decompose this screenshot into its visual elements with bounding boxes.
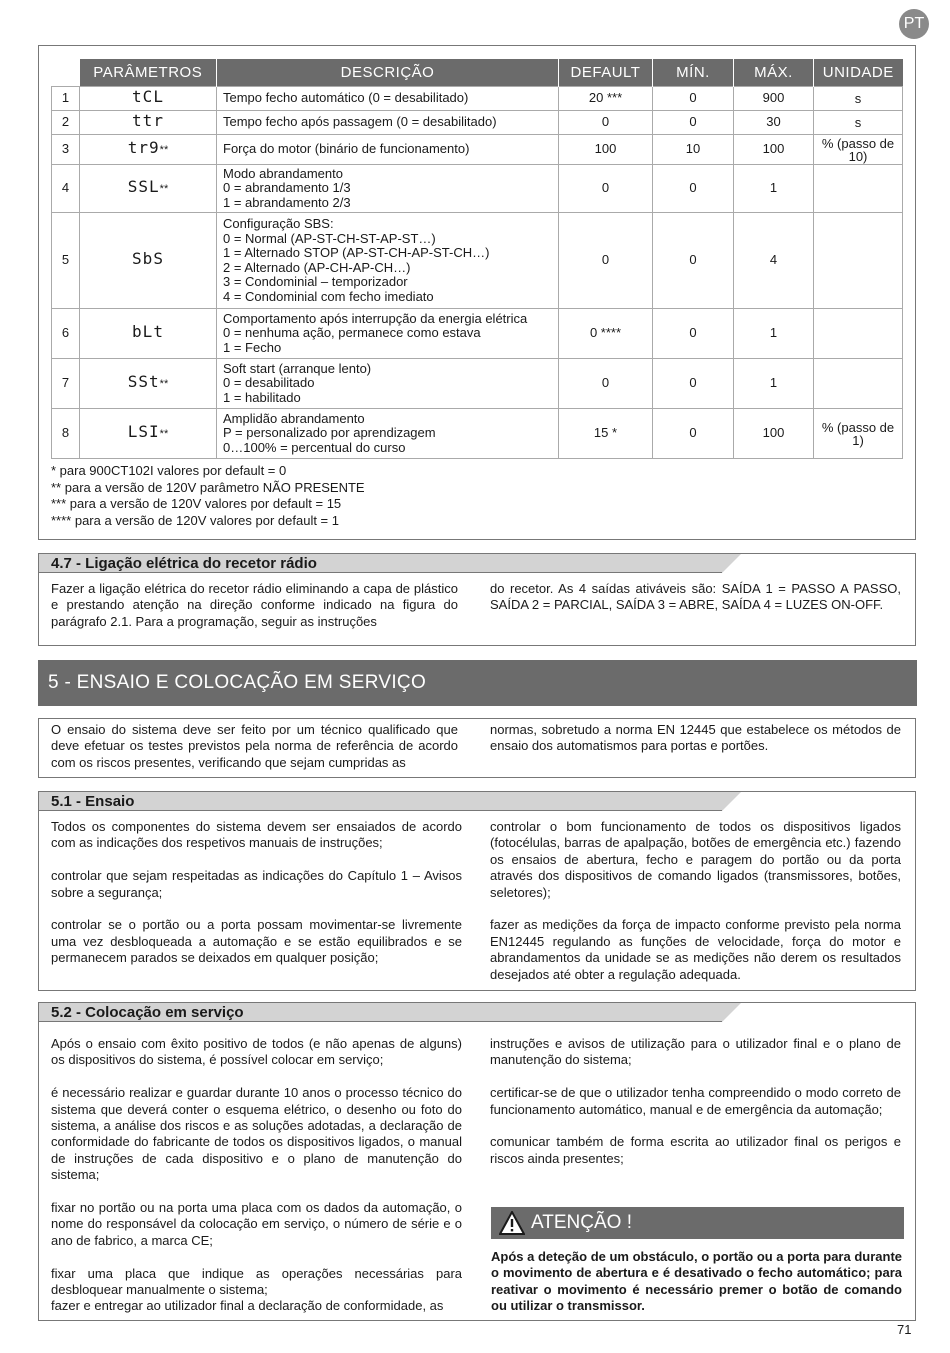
language-badge: PT [899, 9, 929, 39]
row-number: 8 [52, 409, 80, 459]
parameter-code-text: SSL [127, 177, 160, 197]
parameter-description [217, 359, 559, 409]
default-value: 0 [559, 111, 653, 135]
description-line: Amplidão abrandamento [223, 410, 365, 426]
parameter-description [217, 135, 559, 165]
row-number: 2 [52, 111, 80, 135]
parameter-code [80, 409, 217, 459]
parameter-code-text: LSI [127, 422, 160, 442]
max-value: 1 [734, 309, 814, 359]
parameter-code [80, 111, 217, 135]
parameter-code [80, 87, 217, 111]
header-parametros: PARÂMETROS [80, 59, 217, 87]
row-number: 7 [52, 359, 80, 409]
header-default: DEFAULT [559, 59, 653, 87]
row-number: 4 [52, 165, 80, 213]
table-header-row [52, 59, 903, 87]
default-value: 100 [559, 135, 653, 165]
description-line: 1 = habilitado [223, 389, 301, 405]
paragraph: certificar-se de que o utilizador tenha compreendido o modo correto de funcionamento automático, manual e de emergência da automação; [490, 1085, 901, 1117]
note: * para 900CT102I valores por default = 0 [51, 463, 287, 478]
table-row [52, 359, 903, 409]
paragraph: Após o ensaio com êxito positivo de todos (e não apenas de alguns) os dispositivos do sistema, é possível colocar em serviço; [51, 1036, 462, 1068]
paragraph: fixar uma placa que indique as operações necessárias para desbloquear manualmente o sistema; [51, 1265, 462, 1298]
parameter-code-text: SbS [132, 249, 164, 269]
paragraph: instruções e avisos de utilização para o utilizador final e o plano de manutenção do sistema; [490, 1036, 901, 1068]
note: *** para a versão de 120V valores por default = 15 [51, 496, 342, 511]
default-value: 0 **** [559, 309, 653, 359]
min-value: 10 [653, 135, 734, 165]
paragraph: fazer e entregar ao utilizador final a declaração de conformidade, as [51, 1298, 444, 1314]
description-line: 0 = Normal (AP-ST-CH-ST-AP-ST…) [223, 230, 436, 246]
parameter-footnote-mark: ** [159, 183, 169, 196]
header-descricao: DESCRIÇÃO [217, 59, 559, 87]
page-number: 71 [897, 1322, 912, 1337]
section-5-2-right [490, 1036, 901, 1167]
parameter-code-text: ttr [132, 111, 164, 131]
paragraph: é necessário realizar e guardar durante 10 anos o processo técnico do sistema que deverá conter o esquema elétrico, o desenho ou foto do sistema, a análise dos riscos e as soluções adotadas, a declaração de conformidade do fabricante de todos os dispositivos ligados, o manual de instruções de cada dispositivo e o plano de manutenção do sistema; [51, 1085, 462, 1183]
note: ** para a versão de 120V parâmetro NÃO PRESENTE [51, 479, 365, 495]
note: **** para a versão de 120V valores por default = 1 [51, 512, 339, 528]
parameter-description [217, 213, 559, 309]
description-line: P = personalizado por aprendizagem [223, 425, 436, 441]
unit-value [814, 165, 903, 213]
description-line: 1 = abrandamento 2/3 [223, 194, 351, 210]
min-value: 0 [653, 309, 734, 359]
section-4-7-left: Fazer a ligação elétrica do recetor rádio eliminando a capa de plástico e prestando atenção na direção conforme indicado na figura do parágrafo 2.1. Para a programação, seguir as instruções [51, 581, 458, 629]
section-5-left: O ensaio do sistema deve ser feito por um técnico qualificado que deve efetuar os testes previstos pela norma de referência de acordo com os riscos presentes, verificando que sejam cumpridas as [51, 722, 458, 770]
min-value: 0 [653, 165, 734, 213]
unit-value [814, 309, 903, 359]
paragraph: controlar se o portão ou a porta possam movimentar-se livremente uma vez desbloqueada a automação e se estão equilibrados e se permanecem parados se deixados em qualquer posição; [51, 917, 462, 966]
max-value: 1 [734, 359, 814, 409]
default-value: 0 [559, 213, 653, 309]
description-line: 0…100% = percentual do curso [223, 439, 406, 455]
paragraph: fazer as medições da força de impacto conforme previsto pela norma EN12445 regulando as funções de velocidade, força do motor e abrandamentos da unidade se as medições não derem os resultados desejados até obter a regulação adequada. [490, 917, 901, 982]
chapter-5-title: 5 - ENSAIO E COLOCAÇÃO EM SERVIÇO [38, 660, 917, 706]
parameter-code [80, 213, 217, 309]
warning-title: ATENÇÃO ! [531, 1212, 632, 1233]
parameter-description [217, 87, 559, 111]
parameter-code-text: tCL [132, 87, 164, 107]
section-5-2-left [51, 1036, 462, 1315]
paragraph: controlar o bom funcionamento de todos os dispositivos ligados (fotocélulas, barras de apalpação, botões de emergência etc.) fazendo os ensaios de abertura, fecho e paragem do portão ou da porta através dos dispositivos de comando ligados (transmissores, botões, seletores); [490, 819, 901, 900]
unit-value: % (passo de 10) [814, 135, 903, 165]
description-line: Tempo fecho após passagem (0 = desabilitado) [223, 114, 497, 130]
description-line: Soft start (arranque lento) [223, 360, 372, 376]
table-notes [51, 463, 365, 529]
description-line: 4 = Condominial com fecho imediato [223, 288, 434, 304]
section-5-1-right [490, 819, 901, 983]
unit-value: % (passo de 1) [814, 409, 903, 459]
header-max: MÁX. [734, 59, 814, 87]
min-value: 0 [653, 409, 734, 459]
description-line: 1 = Alternado STOP (AP-ST-CH-AP-ST-CH…) [223, 245, 490, 260]
unit-value: s [814, 111, 903, 135]
parameter-description [217, 309, 559, 359]
parameter-code [80, 309, 217, 359]
max-value: 1 [734, 165, 814, 213]
description-line: Configuração SBS: [223, 216, 334, 231]
warning-triangle-icon [499, 1211, 525, 1235]
row-number: 1 [52, 87, 80, 111]
header-unidade: UNIDADE [814, 59, 903, 87]
description-line: 0 = abrandamento 1/3 [223, 180, 351, 196]
description-line: Comportamento após interrupção da energia elétrica [223, 310, 528, 326]
max-value: 4 [734, 213, 814, 309]
description-line: Tempo fecho automático (0 = desabilitado) [223, 90, 469, 106]
default-value: 15 * [559, 409, 653, 459]
parameters-table [51, 59, 903, 459]
min-value: 0 [653, 359, 734, 409]
parameter-footnote-mark: ** [159, 428, 169, 441]
description-line: 3 = Condominial – temporizador [223, 274, 408, 289]
unit-value [814, 359, 903, 409]
parameter-code-text: tr9 [127, 138, 160, 158]
description-line: 2 = Alternado (AP-CH-AP-CH…) [223, 259, 411, 275]
paragraph: controlar que sejam respeitadas as indicações do Capítulo 1 – Avisos sobre a segurança; [51, 868, 462, 900]
max-value: 100 [734, 409, 814, 459]
parameter-code-text: bLt [132, 322, 164, 342]
table-row [52, 309, 903, 359]
header-min: MÍN. [653, 59, 734, 87]
table-row [52, 213, 903, 309]
description-line: 0 = desabilitado [223, 375, 315, 391]
description-line: 1 = Fecho [223, 339, 282, 355]
min-value: 0 [653, 111, 734, 135]
table-row [52, 87, 903, 111]
paragraph: comunicar também de forma escrita ao utilizador final os perigos e riscos ainda presentes; [490, 1134, 901, 1166]
parameter-description [217, 165, 559, 213]
min-value: 0 [653, 213, 734, 309]
table-row [52, 135, 903, 165]
parameter-code [80, 135, 217, 165]
parameter-code-text: SSt [127, 372, 160, 392]
parameter-code [80, 359, 217, 409]
max-value: 30 [734, 111, 814, 135]
max-value: 100 [734, 135, 814, 165]
table-row [52, 409, 903, 459]
warning-text: Após a deteção de um obstáculo, o portão ou a porta para durante o movimento de abertura e é desativado o fecho automático; para reativar o movimento é necessário premer o botão de comando ou utilizar o transmissor. [491, 1249, 903, 1314]
paragraph: fixar no portão ou na porta uma placa com os dados da automação, o nome do responsável da colocação em serviço, o número de série e o ano de fabrico, a marca CE; [51, 1200, 462, 1248]
row-number: 6 [52, 309, 80, 359]
section-5-1-title: 5.1 - Ensaio [51, 793, 135, 810]
default-value: 0 [559, 165, 653, 213]
table-row [52, 165, 903, 213]
parameter-footnote-mark: ** [159, 378, 169, 391]
section-4-7-right: do recetor. As 4 saídas ativáveis são: SAÍDA 1 = PASSO A PASSO, SAÍDA 2 = PARCIAL, SAÍDA 3 = ABRE, SAÍDA 4 = LUZES ON-OFF. [490, 581, 901, 613]
parameter-code [80, 165, 217, 213]
row-number: 3 [52, 135, 80, 165]
row-number: 5 [52, 213, 80, 309]
warning-banner [491, 1207, 904, 1239]
unit-value [814, 213, 903, 309]
unit-value: s [814, 87, 903, 111]
parameter-description [217, 111, 559, 135]
table-row [52, 111, 903, 135]
section-5-2-title: 5.2 - Colocação em serviço [51, 1004, 244, 1021]
section-5-1-header-shape [39, 792, 741, 811]
description-line: Força do motor (binário de funcionamento) [223, 141, 470, 157]
description-line: 0 = nenhuma ação, permanece como estava [223, 325, 481, 341]
description-line: Modo abrandamento [223, 165, 343, 181]
section-5-1-left [51, 819, 462, 967]
parameter-description [217, 409, 559, 459]
paragraph: Todos os componentes do sistema devem ser ensaiados de acordo com as indicações dos respetivos manuais de instruções; [51, 819, 462, 851]
parameter-footnote-mark: ** [159, 144, 169, 157]
default-value: 20 *** [559, 87, 653, 111]
min-value: 0 [653, 87, 734, 111]
section-4-7-title: 4.7 - Ligação elétrica do recetor rádio [51, 555, 317, 572]
default-value: 0 [559, 359, 653, 409]
section-5-right: normas, sobretudo a norma EN 12445 que estabelece os métodos de ensaio dos automatismos para portas e portões. [490, 722, 901, 754]
max-value: 900 [734, 87, 814, 111]
